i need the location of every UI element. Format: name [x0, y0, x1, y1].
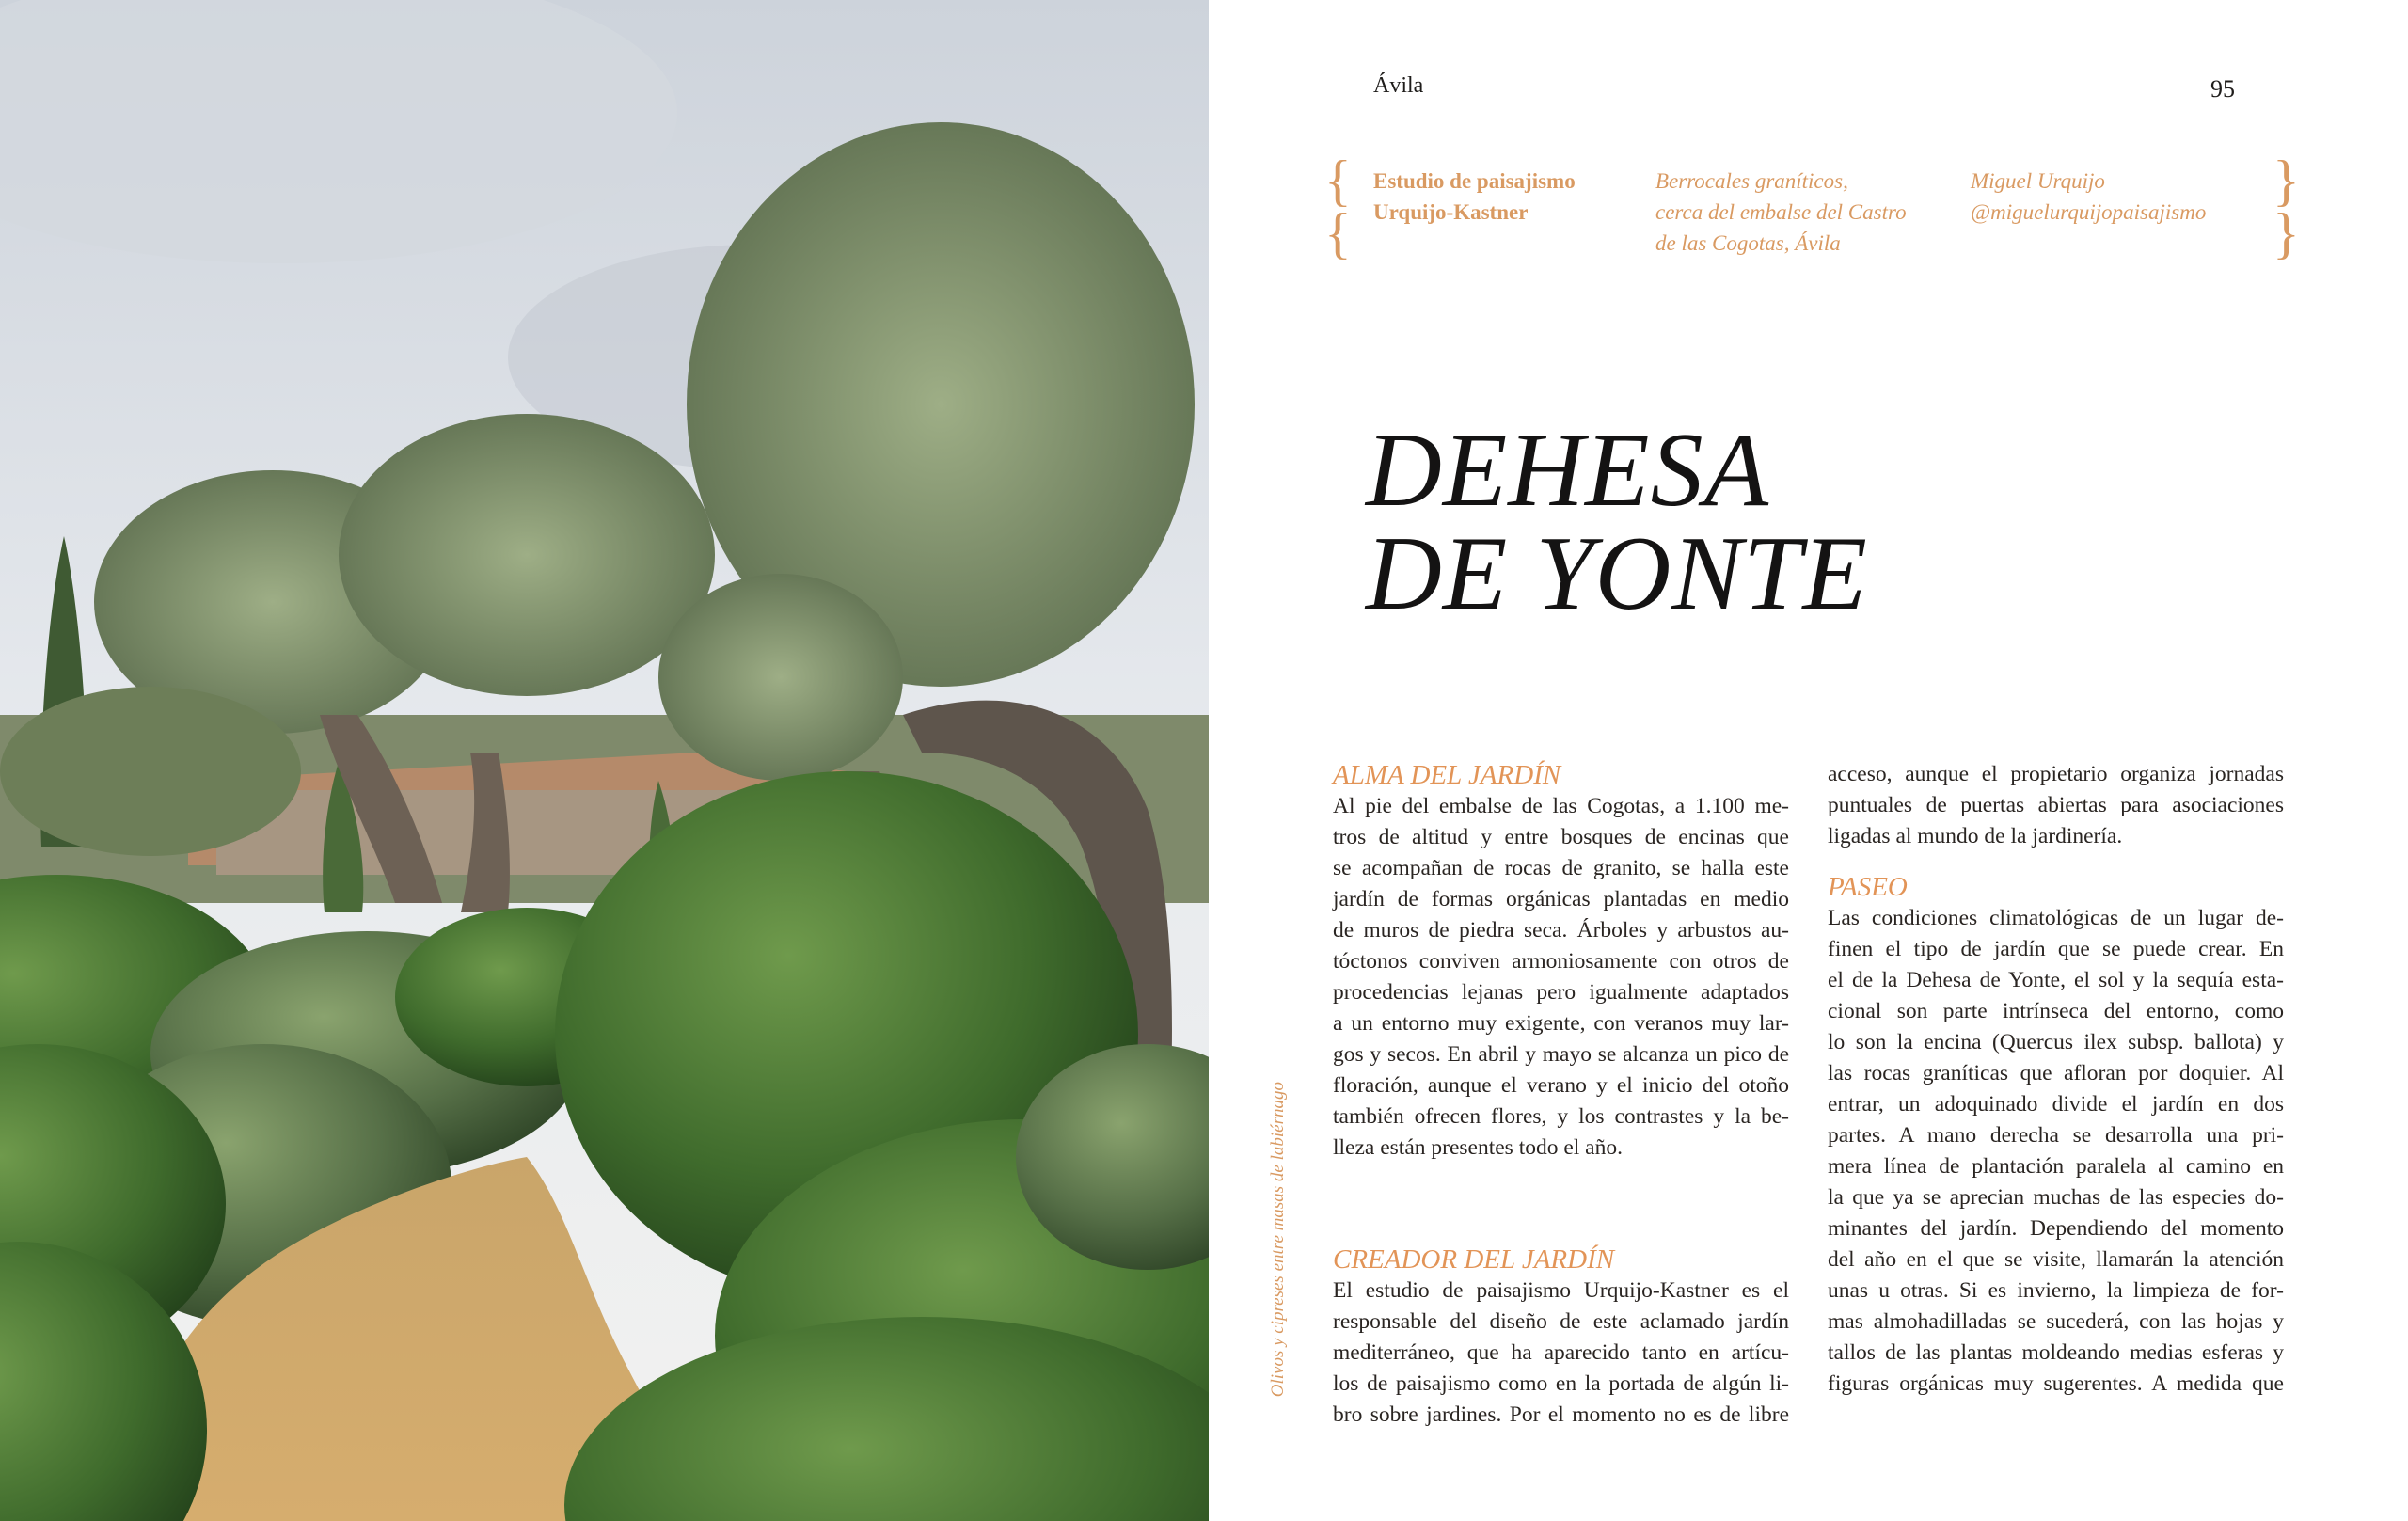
- text-line: entrar, un adoquinado divide el jardín en dos: [1828, 1092, 2284, 1117]
- title-line: DEHESA: [1366, 412, 1770, 529]
- text-line: a un entorno muy exigente, con veranos muy lar-: [1333, 1011, 1789, 1036]
- page-title: [1366, 412, 1868, 632]
- text-column-1: [1333, 759, 1789, 1431]
- text-line: tallos de las plantas moldeando medias esferas y: [1828, 1340, 2284, 1365]
- text-line: puntuales de puertas abiertas para asociaciones: [1828, 793, 2284, 817]
- text-line: lleza están presentes todo el año.: [1333, 1135, 1623, 1160]
- left-brace-icon: { {: [1324, 150, 1352, 264]
- text-line: Las condiciones climatológicas de un lugar de-: [1828, 906, 2284, 930]
- text-line: la que ya se aprecian muchas de las especies do-: [1828, 1185, 2284, 1210]
- section-heading: PASEO: [1828, 872, 1908, 902]
- text-line: jardín de formas orgánicas plantadas en medio: [1333, 887, 1789, 911]
- section-heading: CREADOR DEL JARDÍN: [1333, 1244, 1615, 1275]
- section-heading: ALMA DEL JARDÍN: [1333, 760, 1561, 790]
- text-line: mera línea de plantación paralela al camino en: [1828, 1154, 2284, 1179]
- info-contact-line: @miguelurquijopaisajismo: [1971, 200, 2207, 224]
- text-line: se acompañan de rocas de granito, se halla este: [1333, 856, 1789, 880]
- info-contact-line: Miguel Urquijo: [1971, 169, 2105, 193]
- text-line: El estudio de paisajismo Urquijo-Kastner es el: [1333, 1278, 1789, 1303]
- info-contact: [1971, 166, 2253, 228]
- text-line: mediterráneo, que ha aparecido tanto en artícu-: [1333, 1340, 1789, 1365]
- text-line: finen el tipo de jardín que se puede crear. En: [1828, 937, 2284, 961]
- title-line: DE YONTE: [1366, 515, 1868, 632]
- page-number: 95: [2210, 75, 2235, 103]
- text-line: de muros de piedra seca. Árboles y arbustos au-: [1333, 918, 1789, 943]
- text-line: las rocas graníticas que afloran por doquier. Al: [1828, 1061, 2284, 1085]
- text-line: partes. A mano derecha se desarrolla una pri-: [1828, 1123, 2284, 1148]
- text-column-2: [1828, 759, 2284, 1400]
- paragraph: [1333, 1275, 1789, 1431]
- text-line: cional son parte intrínseca del entorno, como: [1828, 999, 2284, 1023]
- info-studio-line: Urquijo-Kastner: [1373, 200, 1529, 224]
- info-location: [1656, 166, 1938, 259]
- paragraph: [1333, 791, 1789, 1164]
- info-location-line: de las Cogotas, Ávila: [1656, 231, 1841, 255]
- text-line: tros de altitud y entre bosques de encinas que: [1333, 825, 1789, 849]
- text-line: figuras orgánicas muy sugerentes. A medida que: [1828, 1371, 2284, 1396]
- info-location-line: Berrocales graníticos,: [1656, 169, 1848, 193]
- text-line: también ofrecen flores, y los contrastes y la be-: [1333, 1104, 1789, 1129]
- running-head: Ávila: [1373, 73, 1424, 98]
- text-line: floración, aunque el verano y el inicio del otoño: [1333, 1073, 1789, 1098]
- text-line: Al pie del embalse de las Cogotas, a 1.100 me-: [1333, 794, 1789, 818]
- text-line: el de la Dehesa de Yonte, el sol y la sequía esta-: [1828, 968, 2284, 992]
- text-line: tóctonos conviven armoniosamente con otros de: [1333, 949, 1789, 974]
- paragraph: [1828, 903, 2284, 1400]
- info-location-line: cerca del embalse del Castro: [1656, 200, 1907, 224]
- text-line: bro sobre jardines. Por el momento no es de libre: [1333, 1402, 1789, 1427]
- info-studio-line: Estudio de paisajismo: [1373, 169, 1576, 193]
- text-line: unas u otras. Si es invierno, la limpieza de for-: [1828, 1278, 2284, 1303]
- photo-caption: Olivos y cipreses entre masas de labiérnago: [1268, 1082, 1288, 1398]
- text-line: ligadas al mundo de la jardinería.: [1828, 824, 2123, 848]
- text-line: gos y secos. En abril y mayo se alcanza un pico de: [1333, 1042, 1789, 1067]
- right-brace-icon: } }: [2273, 150, 2300, 264]
- text-line: del año en el que se visite, llamarán la atención: [1828, 1247, 2284, 1272]
- text-line: minantes del jardín. Dependiendo del momento: [1828, 1216, 2284, 1241]
- info-studio: [1373, 166, 1637, 228]
- text-line: procedencias lejanas pero igualmente adaptados: [1333, 980, 1789, 1005]
- text-line: lo son la encina (Quercus ilex subsp. ballota) y: [1828, 1030, 2284, 1054]
- text-line: responsable del diseño de este aclamado jardín: [1333, 1309, 1789, 1334]
- text-line: los de paisajismo como en la portada de algún li-: [1333, 1371, 1789, 1396]
- paragraph: [1828, 759, 2284, 852]
- text-line: mas almohadilladas se sucederá, con las hojas y: [1828, 1309, 2284, 1334]
- text-line: acceso, aunque el propietario organiza jornadas: [1828, 762, 2284, 786]
